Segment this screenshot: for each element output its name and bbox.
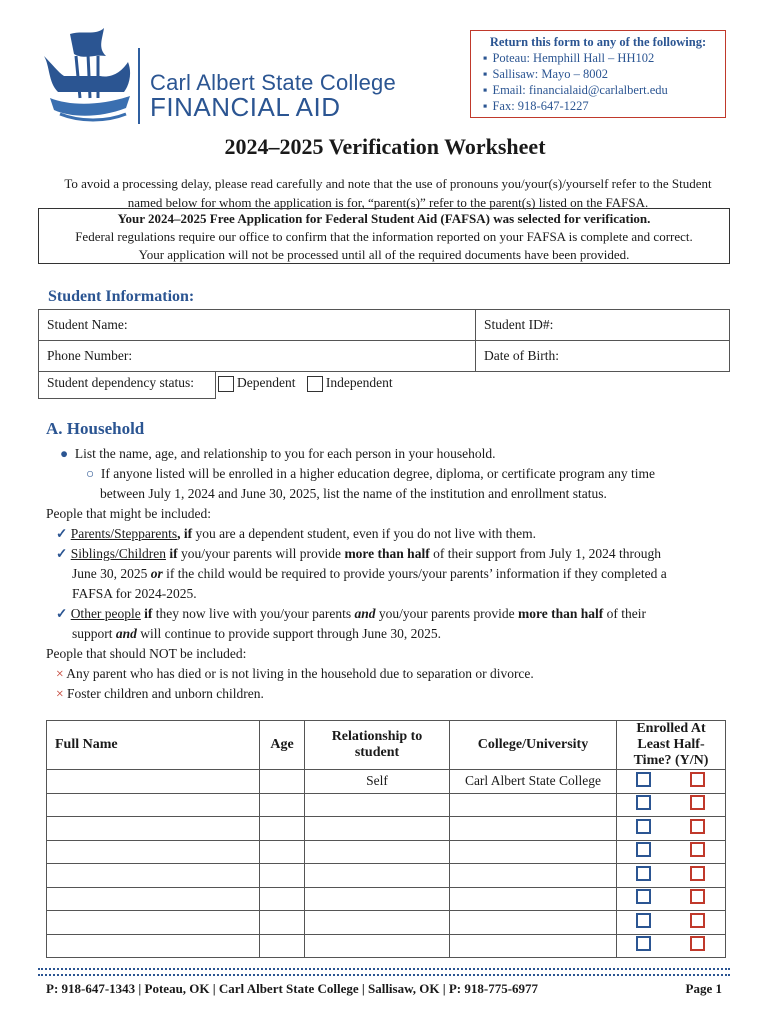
include-others-text: will continue to provide support through June 30, 2025. [136, 626, 441, 641]
dependency-options [216, 375, 393, 392]
age-cell[interactable] [260, 864, 305, 888]
household-table [46, 720, 726, 958]
include-others: Other people [70, 606, 141, 621]
enrolled-no-cell [671, 770, 726, 794]
college-cell[interactable] [450, 817, 617, 841]
enrolled-yes-checkbox[interactable] [636, 772, 651, 787]
col-enrolled: Enrolled At Least Half-Time? (Y/N) [617, 721, 726, 770]
exclude-label: People that should NOT be included: [46, 646, 247, 661]
table-row [47, 793, 726, 817]
student-id-field[interactable] [476, 310, 730, 341]
relationship-cell[interactable] [305, 793, 450, 817]
return-title: Return this form to any of the following: [489, 35, 707, 49]
age-cell[interactable] [260, 817, 305, 841]
notice-line: Your application will not be processed until all of the required documents have been provided. [138, 247, 630, 262]
age-cell[interactable] [260, 770, 305, 794]
enrolled-no-cell [671, 934, 726, 958]
table-row [47, 770, 726, 794]
household-heading: A. Household [46, 419, 145, 438]
college-name: Carl Albert State College [150, 70, 396, 95]
college-cell[interactable] [450, 911, 617, 935]
table-row [47, 887, 726, 911]
full-name-cell[interactable] [47, 864, 260, 888]
college-logo-icon [40, 26, 136, 126]
student-name-label: Student Name: [47, 317, 128, 332]
include-parents-if: , if [177, 526, 193, 541]
include-others-text: they now live with you/your parents [152, 606, 355, 621]
college-cell[interactable]: Carl Albert State College [450, 770, 617, 794]
phone-label: Phone Number: [47, 348, 133, 363]
table-row [47, 911, 726, 935]
col-relationship: Relationship to student [305, 721, 450, 770]
table-row [47, 934, 726, 958]
include-siblings: Siblings/Children [70, 546, 166, 561]
table-row [47, 840, 726, 864]
table-row [47, 864, 726, 888]
include-siblings-text: June 30, 2025 [72, 566, 151, 581]
include-siblings-text: FAFSA for 2024-2025. [72, 586, 197, 601]
student-info-table [38, 309, 730, 372]
col-age: Age [260, 721, 305, 770]
footer-contact: P: 918-647-1343 | Poteau, OK | Carl Albert State College | Sallisaw, OK | P: 918-775-6977 [46, 981, 539, 996]
enrolled-no-cell [671, 911, 726, 935]
relationship-cell[interactable]: Self [305, 770, 450, 794]
college-cell[interactable] [450, 887, 617, 911]
student-info-heading: Student Information: [48, 288, 195, 305]
sub-bullet-icon: ○ [86, 466, 95, 481]
include-parents-text: you are a dependent student, even if you do not live with them. [192, 526, 536, 541]
full-name-cell[interactable] [47, 770, 260, 794]
enrolled-yes-cell [617, 770, 671, 794]
footer-divider [38, 968, 730, 976]
dependency-label: Student dependency status: [47, 375, 194, 390]
age-cell[interactable] [260, 887, 305, 911]
include-siblings-or: or [150, 566, 163, 581]
relationship-cell[interactable] [305, 911, 450, 935]
independent-checkbox[interactable] [307, 376, 323, 392]
enrolled-no-cell [671, 840, 726, 864]
enrolled-no-cell [671, 864, 726, 888]
enrolled-yes-cell [617, 911, 671, 935]
notice-title: Your 2024–2025 Free Application for Federal Student Aid (FAFSA) was selected for verification. [117, 211, 651, 226]
enrolled-yes-checkbox[interactable] [636, 889, 651, 904]
include-others-bold: more than half [518, 606, 604, 621]
return-item: ▪ Sallisaw: Mayo – 8002 [483, 66, 717, 82]
full-name-cell[interactable] [47, 840, 260, 864]
enrolled-no-checkbox[interactable] [690, 913, 705, 928]
enrolled-yes-cell [617, 840, 671, 864]
include-siblings-text: of their support from July 1, 2024 through [429, 546, 662, 561]
enrolled-yes-checkbox[interactable] [636, 936, 651, 951]
enrolled-yes-cell [617, 934, 671, 958]
relationship-cell[interactable] [305, 817, 450, 841]
enrolled-yes-checkbox[interactable] [636, 842, 651, 857]
enrolled-yes-checkbox[interactable] [636, 795, 651, 810]
enrolled-no-cell [671, 887, 726, 911]
return-info-box [470, 30, 726, 118]
dob-label: Date of Birth: [484, 348, 559, 363]
x-icon: × [56, 666, 64, 681]
dependent-label: Dependent [237, 375, 296, 390]
dependent-checkbox[interactable] [218, 376, 234, 392]
phone-field[interactable] [39, 341, 476, 372]
enrolled-no-cell [671, 817, 726, 841]
return-item: ▪ Fax: 918-647-1227 [483, 98, 717, 114]
instruction-bullet: List the name, age, and relationship to you for each person in your household. [74, 446, 496, 461]
age-cell[interactable] [260, 911, 305, 935]
relationship-cell[interactable] [305, 864, 450, 888]
enrolled-yes-cell [617, 793, 671, 817]
include-siblings-bold: more than half [344, 546, 430, 561]
full-name-cell[interactable] [47, 911, 260, 935]
enrolled-no-checkbox[interactable] [690, 795, 705, 810]
student-id-label: Student ID#: [484, 317, 554, 332]
age-cell[interactable] [260, 793, 305, 817]
enrolled-yes-checkbox[interactable] [636, 819, 651, 834]
check-icon: ✓ [56, 546, 68, 561]
age-cell[interactable] [260, 934, 305, 958]
enrolled-no-checkbox[interactable] [690, 772, 705, 787]
full-name-cell[interactable] [47, 887, 260, 911]
include-others-and: and [115, 626, 137, 641]
check-icon: ✓ [56, 606, 68, 621]
include-others-text: support [72, 626, 116, 641]
relationship-cell[interactable] [305, 887, 450, 911]
enrolled-no-checkbox[interactable] [690, 866, 705, 881]
include-siblings-if: if [165, 546, 178, 561]
enrolled-yes-cell [617, 864, 671, 888]
x-icon: × [56, 686, 64, 701]
include-others-text: you/your parents provide [375, 606, 518, 621]
instruction-sub-bullet-cont: between July 1, 2024 and June 30, 2025, list the name of the institution and enrollment status. [100, 486, 607, 501]
enrolled-no-checkbox[interactable] [690, 819, 705, 834]
college-cell[interactable] [450, 840, 617, 864]
enrolled-yes-cell [617, 817, 671, 841]
enrolled-yes-checkbox[interactable] [636, 913, 651, 928]
bullet-icon: ● [60, 446, 69, 461]
dob-field[interactable] [476, 341, 730, 372]
include-siblings-text: if the child would be required to provide yours/your parents’ information if they completed a [162, 566, 667, 581]
include-others-if: if [140, 606, 153, 621]
include-siblings-text: you/your parents will provide [177, 546, 345, 561]
independent-label: Independent [325, 375, 393, 390]
enrolled-no-cell [671, 793, 726, 817]
full-name-cell[interactable] [47, 817, 260, 841]
include-label: People that might be included: [46, 506, 211, 521]
college-cell[interactable] [450, 793, 617, 817]
include-parents: Parents/Stepparents [70, 526, 178, 541]
page-number: Page 1 [685, 981, 722, 996]
footer [46, 981, 722, 997]
page-title: 2024–2025 Verification Worksheet [224, 134, 546, 159]
student-name-field[interactable] [39, 310, 476, 341]
instruction-sub-bullet: If anyone listed will be enrolled in a higher education degree, diploma, or certificate program any time [100, 466, 655, 481]
table-row [47, 817, 726, 841]
include-others-and: and [354, 606, 376, 621]
verification-notice [38, 208, 730, 264]
exclude-item: Any parent who has died or is not living in the household due to separation or divorce. [66, 666, 534, 681]
include-others-text: of their [603, 606, 647, 621]
relationship-cell[interactable] [305, 840, 450, 864]
full-name-cell[interactable] [47, 793, 260, 817]
intro-text: To avoid a processing delay, please read carefully and note that the use of pronouns you/your(s)/yourself refer to the Student named below for whom the application is for, “parent(s)” refer to the parent(s) listed on the FAFSA. [64, 176, 712, 210]
household-instructions [48, 444, 667, 704]
check-icon: ✓ [56, 526, 68, 541]
dependency-label-cell [38, 371, 216, 399]
enrolled-yes-cell [617, 887, 671, 911]
enrolled-yes-checkbox[interactable] [636, 866, 651, 881]
college-cell[interactable] [450, 864, 617, 888]
col-full-name: Full Name [47, 721, 260, 770]
department-name: FINANCIAL AID [150, 92, 341, 122]
logo-divider [138, 48, 140, 124]
return-item: ▪ Email: financialaid@carlalbert.edu [483, 82, 717, 98]
enrolled-no-checkbox[interactable] [690, 889, 705, 904]
enrolled-no-checkbox[interactable] [690, 936, 705, 951]
return-item: ▪ Poteau: Hemphill Hall – HH102 [483, 50, 717, 66]
col-college: College/University [450, 721, 617, 770]
full-name-cell[interactable] [47, 934, 260, 958]
notice-line: Federal regulations require our office to confirm that the information reported on your FAFSA is complete and correct. [75, 229, 693, 244]
enrolled-no-checkbox[interactable] [690, 842, 705, 857]
relationship-cell[interactable] [305, 934, 450, 958]
college-cell[interactable] [450, 934, 617, 958]
exclude-item: Foster children and unborn children. [67, 686, 264, 701]
age-cell[interactable] [260, 840, 305, 864]
